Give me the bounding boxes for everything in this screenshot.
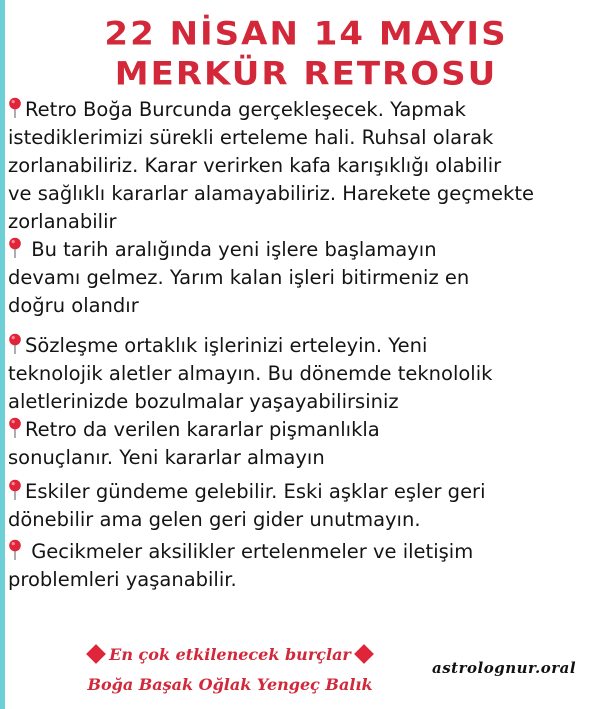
red-diamond-icon bbox=[86, 644, 106, 664]
paragraph bbox=[8, 96, 608, 236]
title-line-1: 22 NİSAN 14 MAYIS bbox=[104, 15, 508, 53]
paragraph-line bbox=[8, 538, 608, 566]
paragraph-line bbox=[8, 416, 608, 444]
paragraph-line bbox=[8, 124, 608, 152]
round-pushpin-icon bbox=[8, 237, 22, 259]
red-diamond-icon bbox=[354, 644, 374, 664]
paragraph-text: zorlanabiliriz. Karar verirken kafa karışıklığı olabilir bbox=[8, 154, 502, 177]
left-accent-bar bbox=[0, 0, 5, 709]
paragraph-text: devamı gelmez. Yarım kalan işleri bitirmeniz en bbox=[8, 266, 470, 289]
paragraph-text: zorlanabilir bbox=[8, 210, 117, 233]
author-handle: astrolognur.oral bbox=[432, 659, 577, 677]
footer-heading bbox=[40, 645, 420, 664]
round-pushpin-icon bbox=[8, 539, 22, 561]
paragraph-line bbox=[8, 236, 608, 264]
paragraph bbox=[8, 332, 608, 416]
round-pushpin-icon bbox=[8, 417, 22, 439]
paragraph-text: Retro Boğa Burcunda gerçekleşecek. Yapmak bbox=[25, 98, 466, 121]
paragraph-line bbox=[8, 208, 608, 236]
paragraph-line bbox=[8, 444, 608, 472]
paragraph-line bbox=[8, 332, 608, 360]
paragraph-text: doğru olandır bbox=[8, 294, 139, 317]
paragraph-line bbox=[8, 360, 608, 388]
paragraph-line bbox=[8, 180, 608, 208]
paragraph-text: dönebilir ama gelen geri gider unutmayın. bbox=[8, 508, 421, 531]
paragraph-text: ve sağlıklı kararlar alamayabiliriz. Harekete geçmekte bbox=[8, 182, 534, 205]
paragraph-list bbox=[8, 96, 608, 594]
paragraph-text: istediklerimizi sürekli erteleme hali. Ruhsal olarak bbox=[8, 126, 494, 149]
paragraph bbox=[8, 478, 608, 534]
paragraph-line bbox=[8, 506, 608, 534]
paragraph-line bbox=[8, 566, 608, 594]
paragraph-text: problemleri yaşanabilir. bbox=[8, 568, 237, 591]
paragraph-line bbox=[8, 96, 608, 124]
title-line-2: MERKÜR RETROSU bbox=[114, 55, 498, 93]
paragraph-text: Sözleşme ortaklık işlerinizi erteleyin. Yeni bbox=[25, 334, 428, 357]
paragraph-line bbox=[8, 152, 608, 180]
paragraph-text: Eskiler gündeme gelebilir. Eski aşklar eşler geri bbox=[25, 480, 486, 503]
paragraph-line bbox=[8, 264, 608, 292]
paragraph-text: Bu tarih aralığında yeni işlere başlamayın bbox=[25, 238, 437, 261]
paragraph-line bbox=[8, 388, 608, 416]
round-pushpin-icon bbox=[8, 333, 22, 355]
paragraph bbox=[8, 236, 608, 320]
paragraph bbox=[8, 416, 608, 472]
round-pushpin-icon bbox=[8, 97, 22, 119]
paragraph-text: teknolojik aletler almayın. Bu dönemde teknololik bbox=[8, 362, 493, 385]
footer-heading-text: En çok etkilenecek burçlar bbox=[109, 645, 351, 664]
paragraph-line bbox=[8, 292, 608, 320]
paragraph-line bbox=[8, 478, 608, 506]
paragraph-text: Retro da verilen kararlar pişmanlıkla bbox=[25, 418, 380, 441]
paragraph-text: sonuçlanır. Yeni kararlar almayın bbox=[8, 446, 325, 469]
paragraph bbox=[8, 538, 608, 594]
paragraph-text: aletlerinizde bozulmalar yaşayabilirsiniz bbox=[8, 390, 399, 413]
round-pushpin-icon bbox=[8, 479, 22, 501]
affected-signs: Boğa Başak Oğlak Yengeç Balık bbox=[87, 675, 373, 694]
paragraph-text: Gecikmeler aksilikler ertelenmeler ve iletişim bbox=[25, 540, 474, 563]
